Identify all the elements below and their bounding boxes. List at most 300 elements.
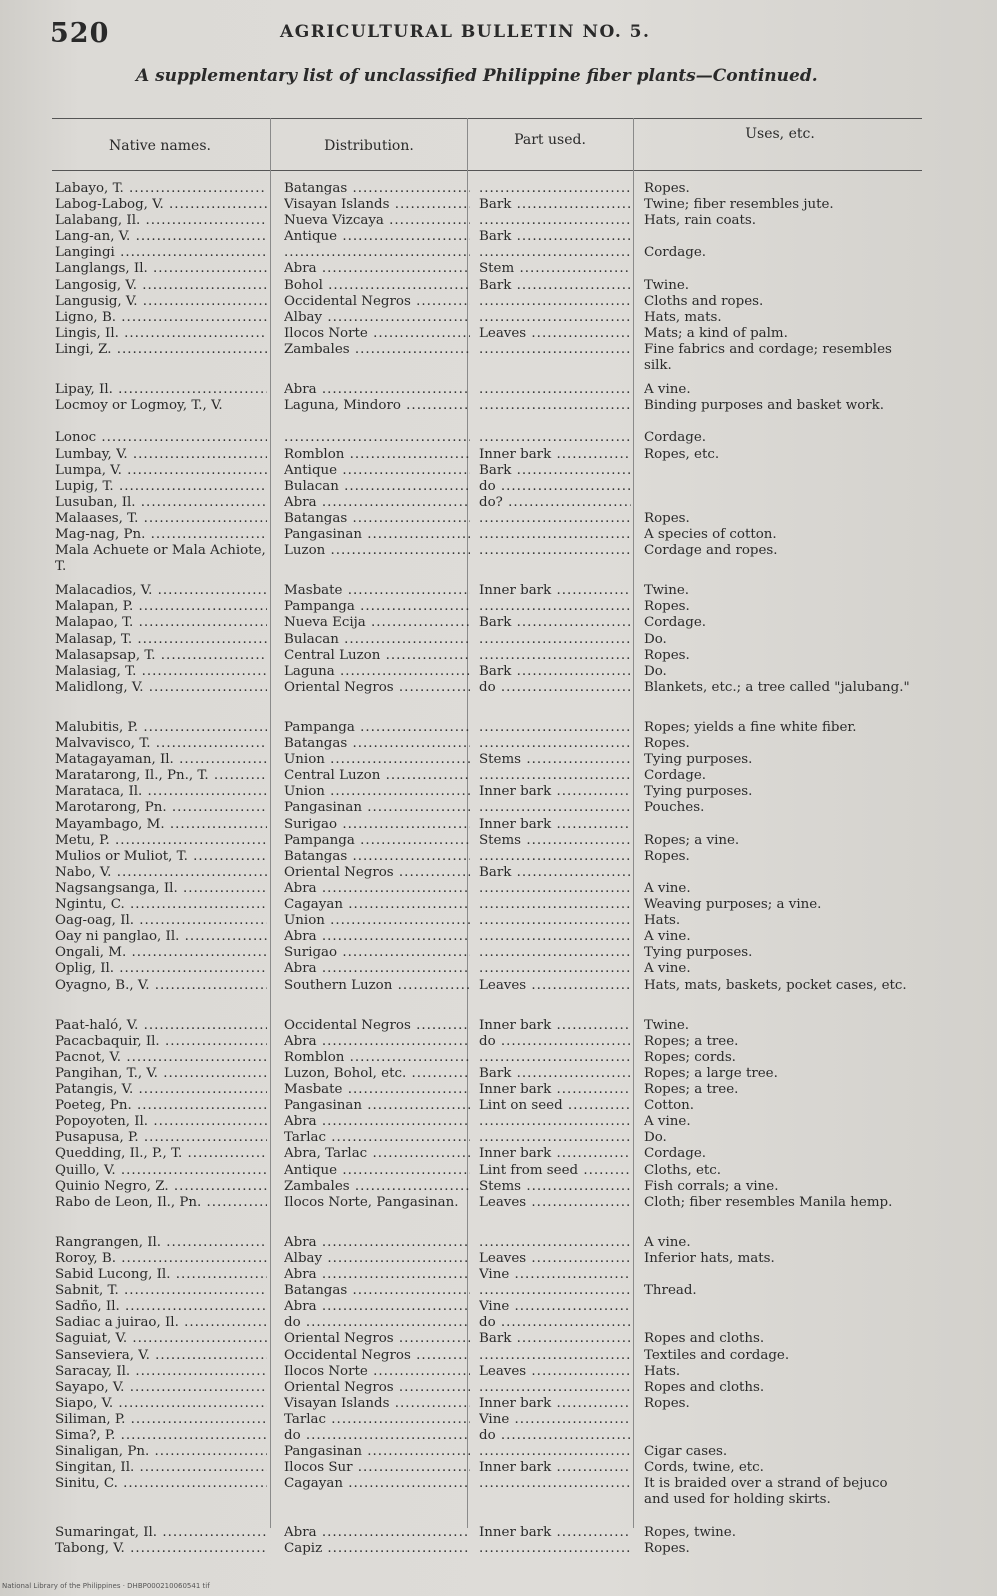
native-name-cell: Sadiac a juirao, Il. .....: [55, 1315, 267, 1331]
distribution-cell: Pangasinan .....: [284, 1098, 470, 1114]
native-name-cell: Nabo, V. .....: [55, 865, 267, 881]
uses-cell: Blankets, etc.; a tree called "jalubang.": [644, 679, 910, 695]
table-row: [55, 961, 935, 977]
distribution-cell: Ilocos Norte .....: [284, 1364, 470, 1380]
distribution-cell: Cagayan .....: [284, 897, 470, 913]
uses-cell: Ropes.: [644, 848, 690, 864]
native-name-cell: Lang-an, V. .....: [55, 229, 267, 245]
distribution-cell: Oriental Negros .....: [284, 1380, 470, 1396]
uses-cell: Ropes; cords.: [644, 1049, 736, 1065]
table-row: [55, 1460, 935, 1476]
uses-cell: Cordage.: [644, 768, 707, 784]
distribution-cell: Union .....: [284, 752, 470, 768]
part-used-cell: do? .....: [479, 495, 631, 511]
distribution-cell: Abra .....: [284, 1299, 470, 1315]
distribution-cell: Occidental Negros .....: [284, 1018, 470, 1034]
distribution-cell: Romblon .....: [284, 447, 470, 463]
native-name-cell: Poeteg, Pn. .....: [55, 1098, 267, 1114]
distribution-cell: Bulacan .....: [284, 479, 470, 495]
native-name-cell: Metu, P. .....: [55, 833, 267, 849]
native-name-cell: Marotarong, Pn. .....: [55, 800, 267, 816]
part-used-cell: do .....: [479, 479, 631, 495]
row-spacer: [55, 575, 935, 583]
native-name-cell: Malaases, T. .....: [55, 511, 267, 527]
part-used-cell: Bark .....: [479, 197, 631, 213]
table-row: [55, 1163, 935, 1179]
table-row: [55, 511, 935, 527]
distribution-cell: Abra .....: [284, 881, 470, 897]
native-name-cell: Labog-Labog, V. .....: [55, 197, 267, 213]
part-used-cell: Leaves .....: [479, 326, 631, 342]
uses-cell: Do.: [644, 663, 667, 679]
table-row: [55, 1114, 935, 1130]
part-used-cell: Inner bark .....: [479, 1525, 631, 1541]
native-name-cell: Sayapo, V. .....: [55, 1380, 267, 1396]
table-row: [55, 1380, 935, 1396]
table-row: [55, 1098, 935, 1114]
distribution-cell: Batangas .....: [284, 736, 470, 752]
row-spacer: [55, 1227, 935, 1235]
native-name-cell: Siapo, V. .....: [55, 1396, 267, 1412]
distribution-cell: Abra .....: [284, 1034, 470, 1050]
native-name-cell: Mala Achuete or Mala Achiote, T.: [55, 543, 266, 575]
table-row: [55, 1034, 935, 1050]
native-name-cell: Saguiat, V. .....: [55, 1331, 267, 1347]
part-used-cell: Inner bark .....: [479, 1396, 631, 1412]
uses-cell: Hats.: [644, 913, 681, 929]
distribution-cell: Abra .....: [284, 382, 470, 398]
uses-cell: Ropes, etc.: [644, 446, 720, 462]
table-row: [55, 261, 935, 277]
part-used-cell: [479, 511, 631, 527]
table-row: [55, 648, 935, 664]
distribution-cell: Antique .....: [284, 229, 470, 245]
distribution-cell: Nueva Vizcaya .....: [284, 213, 470, 229]
table-row: [55, 929, 935, 945]
table-row: [55, 310, 935, 326]
distribution-cell: Oriental Negros .....: [284, 1331, 470, 1347]
part-used-cell: [479, 945, 631, 961]
part-used-cell: [479, 736, 631, 752]
uses-cell: Binding purposes and basket work.: [644, 398, 885, 414]
table-top-rule: [52, 118, 922, 119]
part-used-cell: Bark .....: [479, 463, 631, 479]
part-used-cell: [479, 310, 631, 326]
part-used-cell: [479, 648, 631, 664]
table-row: [55, 800, 935, 816]
part-used-cell: [479, 800, 631, 816]
native-name-cell: Lumbay, V. .....: [55, 447, 267, 463]
table-row: [55, 632, 935, 648]
native-name-cell: Pacnot, V. .....: [55, 1050, 267, 1066]
native-name-cell: Langusig, V. .....: [55, 294, 267, 310]
table-row: [55, 1525, 935, 1541]
uses-cell: Pouches.: [644, 800, 705, 816]
table-subtitle: A supplementary list of unclassified Philippine fiber plants—Continued.: [136, 66, 818, 86]
table-row: [55, 245, 935, 261]
table-row: [55, 881, 935, 897]
part-used-cell: [479, 543, 631, 559]
table-row: [55, 849, 935, 865]
part-used-cell: [479, 929, 631, 945]
table-row: [55, 1018, 935, 1034]
row-spacer: [55, 374, 935, 382]
native-name-cell: Ongali, M. .....: [55, 945, 267, 961]
native-name-cell: Lusuban, Il. .....: [55, 495, 267, 511]
table-row: [55, 479, 935, 495]
table-row: [55, 1541, 935, 1557]
table-row: [55, 543, 935, 575]
part-used-cell: Inner bark .....: [479, 1018, 631, 1034]
uses-cell: Twine.: [644, 1017, 690, 1033]
table-row: [55, 1267, 935, 1283]
uses-cell: Ropes, twine.: [644, 1524, 736, 1540]
part-used-cell: Bark .....: [479, 278, 631, 294]
table-row: [55, 1146, 935, 1162]
distribution-cell: Occidental Negros .....: [284, 294, 470, 310]
native-name-cell: Lalabang, Il. .....: [55, 213, 267, 229]
part-used-cell: [479, 1541, 631, 1557]
row-spacer: [55, 1010, 935, 1018]
native-name-cell: Lonoc .....: [55, 430, 267, 446]
uses-cell: Ropes.: [644, 736, 690, 752]
uses-cell: Ropes; yields a fine white fiber.: [644, 720, 857, 735]
part-used-cell: Stems .....: [479, 833, 631, 849]
native-name-cell: Locmoy or Logmoy, T., V.: [55, 398, 223, 414]
part-used-cell: [479, 1348, 631, 1364]
column-header-part-used: Part used.: [514, 132, 586, 148]
native-name-cell: Oay ni panglao, Il. .....: [55, 929, 267, 945]
native-name-cell: Mulios or Muliot, T. .....: [55, 849, 267, 865]
distribution-cell: Pampanga .....: [284, 599, 470, 615]
native-name-cell: Marataca, Il. .....: [55, 784, 267, 800]
uses-cell: A vine.: [644, 1234, 691, 1250]
part-used-cell: Stems .....: [479, 752, 631, 768]
part-used-cell: [479, 599, 631, 615]
table-row: [55, 978, 935, 1010]
native-name-cell: Patangis, V. .....: [55, 1082, 267, 1098]
uses-cell: Mats; a kind of palm.: [644, 325, 788, 341]
part-used-cell: [479, 1050, 631, 1066]
distribution-cell: Zambales .....: [284, 1179, 470, 1195]
part-used-cell: [479, 342, 631, 358]
uses-cell: Ropes.: [644, 647, 690, 663]
native-name-cell: Malacadios, V. .....: [55, 583, 267, 599]
part-used-cell: Stem .....: [479, 261, 631, 277]
part-used-cell: [479, 897, 631, 913]
uses-cell: Hats, mats.: [644, 309, 722, 325]
uses-cell: Cotton.: [644, 1098, 695, 1114]
part-used-cell: Vine .....: [479, 1299, 631, 1315]
table-row: [55, 463, 935, 479]
distribution-cell: Cagayan .....: [284, 1476, 470, 1492]
table-row: [55, 1364, 935, 1380]
native-name-cell: Lumpa, V. .....: [55, 463, 267, 479]
row-spacer: [55, 712, 935, 720]
table-row: [55, 583, 935, 599]
native-name-cell: Quedding, Il., P., T. .....: [55, 1146, 267, 1162]
uses-cell: Ropes and cloths.: [644, 1379, 765, 1395]
native-name-cell: Matagayaman, Il. .....: [55, 752, 267, 768]
running-head: AGRICULTURAL BULLETIN NO. 5.: [280, 22, 651, 42]
part-used-cell: [479, 961, 631, 977]
table-row: [55, 1444, 935, 1460]
uses-cell: Twine.: [644, 277, 690, 293]
distribution-cell: Batangas .....: [284, 181, 470, 197]
table-row: [55, 1082, 935, 1098]
part-used-cell: [479, 881, 631, 897]
uses-cell: Ropes; a large tree.: [644, 1065, 778, 1081]
distribution-cell: Tarlac .....: [284, 1130, 470, 1146]
part-used-cell: Inner bark .....: [479, 447, 631, 463]
table-row: [55, 430, 935, 446]
distribution-cell: Romblon .....: [284, 1050, 470, 1066]
native-name-cell: Singitan, Il. .....: [55, 1460, 267, 1476]
native-name-cell: Malvavisco, T. .....: [55, 736, 267, 752]
distribution-cell: Luzon, Bohol, etc. .....: [284, 1066, 470, 1082]
uses-cell: Ropes and cloths.: [644, 1331, 765, 1347]
distribution-cell: Abra .....: [284, 929, 470, 945]
part-used-cell: Vine .....: [479, 1267, 631, 1283]
table-row: [55, 897, 935, 913]
table-row: [55, 181, 935, 197]
distribution-cell: Abra .....: [284, 261, 470, 277]
uses-cell: Thread.: [644, 1283, 697, 1299]
table-row: [55, 1348, 935, 1364]
table-row: [55, 1412, 935, 1428]
part-used-cell: Bark .....: [479, 1331, 631, 1347]
table-row: [55, 527, 935, 543]
native-name-cell: Sanseviera, V. .....: [55, 1348, 267, 1364]
part-used-cell: [479, 1444, 631, 1460]
table-row: [55, 1396, 935, 1412]
distribution-cell: Ilocos Sur .....: [284, 1460, 470, 1476]
uses-cell: Ropes.: [644, 599, 690, 615]
part-used-cell: [479, 1235, 631, 1251]
part-used-cell: [479, 632, 631, 648]
table-row: [55, 833, 935, 849]
distribution-cell: Pampanga .....: [284, 833, 470, 849]
native-name-cell: Oplig, Il. .....: [55, 961, 267, 977]
distribution-cell: do .....: [284, 1428, 470, 1444]
native-name-cell: Langosig, V. .....: [55, 278, 267, 294]
uses-cell: Twine.: [644, 583, 690, 599]
table-body: [55, 181, 935, 1557]
native-name-cell: Sima?, P. .....: [55, 1428, 267, 1444]
distribution-cell: Luzon .....: [284, 543, 470, 559]
distribution-cell: Southern Luzon .....: [284, 978, 470, 994]
native-name-cell: Tabong, V. .....: [55, 1541, 267, 1557]
part-used-cell: [479, 1380, 631, 1396]
distribution-cell: Abra .....: [284, 1114, 470, 1130]
distribution-cell: Ilocos Norte .....: [284, 326, 470, 342]
native-name-cell: Rabo de Leon, Il., Pn. .....: [55, 1195, 267, 1211]
distribution-cell: Ilocos Norte, Pangasinan.: [284, 1194, 459, 1210]
uses-cell: Hats, rain coats.: [644, 213, 757, 229]
uses-cell: Hats.: [644, 1363, 681, 1379]
native-name-cell: Langlangs, Il. .....: [55, 261, 267, 277]
part-used-cell: Inner bark .....: [479, 784, 631, 800]
native-name-cell: Maratarong, Il., Pn., T. .....: [55, 768, 267, 784]
native-name-cell: Malapao, T. .....: [55, 615, 267, 631]
uses-cell: It is braided over a strand of bejuco and used for holding skirts.: [644, 1476, 888, 1508]
part-used-cell: do .....: [479, 1034, 631, 1050]
distribution-cell: Surigao .....: [284, 945, 470, 961]
uses-cell: Tying purposes.: [644, 752, 753, 768]
part-used-cell: Inner bark .....: [479, 1460, 631, 1476]
column-header-native-names: Native names.: [109, 138, 211, 154]
part-used-cell: Vine .....: [479, 1412, 631, 1428]
native-name-cell: Rangrangen, Il. .....: [55, 1235, 267, 1251]
table-row: [55, 1179, 935, 1195]
distribution-cell: Batangas .....: [284, 849, 470, 865]
uses-cell: Fine fabrics and cordage; resembles silk.: [644, 341, 892, 374]
native-name-cell: Quinio Negro, Z. .....: [55, 1179, 267, 1195]
native-name-cell: Oag-oag, Il. .....: [55, 913, 267, 929]
table-row: [55, 1251, 935, 1267]
part-used-cell: [479, 245, 631, 261]
table-row: [55, 213, 935, 229]
distribution-cell: Abra .....: [284, 1267, 470, 1283]
part-used-cell: Bark .....: [479, 615, 631, 631]
part-used-cell: Leaves .....: [479, 1364, 631, 1380]
table-row: [55, 1050, 935, 1066]
native-name-cell: Sadño, Il. .....: [55, 1299, 267, 1315]
uses-cell: Ropes.: [644, 181, 690, 196]
uses-cell: A vine.: [644, 880, 691, 896]
distribution-cell: Union .....: [284, 913, 470, 929]
part-used-cell: [479, 1283, 631, 1299]
native-name-cell: Sabid Lucong, Il. .....: [55, 1267, 267, 1283]
part-used-cell: Inner bark .....: [479, 1082, 631, 1098]
distribution-cell: Pangasinan .....: [284, 1444, 470, 1460]
part-used-cell: [479, 1114, 631, 1130]
table-row: [55, 784, 935, 800]
native-name-cell: Nagsangsanga, Il. .....: [55, 881, 267, 897]
uses-cell: Ropes; a vine.: [644, 832, 740, 848]
table-row: [55, 1331, 935, 1347]
table-row: [55, 229, 935, 245]
distribution-cell: Abra, Tarlac .....: [284, 1146, 470, 1162]
native-name-cell: Siliman, P. .....: [55, 1412, 267, 1428]
part-used-cell: Bark .....: [479, 865, 631, 881]
table-row: [55, 278, 935, 294]
part-used-cell: [479, 768, 631, 784]
native-name-cell: Malapan, P. .....: [55, 599, 267, 615]
part-used-cell: [479, 294, 631, 310]
part-used-cell: Bark .....: [479, 229, 631, 245]
distribution-cell: Central Luzon .....: [284, 768, 470, 784]
distribution-cell: Central Luzon .....: [284, 648, 470, 664]
native-name-cell: Pusapusa, P. .....: [55, 1130, 267, 1146]
uses-cell: Cloths, etc.: [644, 1162, 722, 1178]
part-used-cell: [479, 1476, 631, 1492]
native-name-cell: Sinaligan, Pn. .....: [55, 1444, 267, 1460]
native-name-cell: Mag-nag, Pn. .....: [55, 527, 267, 543]
uses-cell: Inferior hats, mats.: [644, 1251, 775, 1266]
distribution-cell: Surigao .....: [284, 817, 470, 833]
distribution-cell: Visayan Islands .....: [284, 1396, 470, 1412]
native-name-cell: Quillo, V. .....: [55, 1163, 267, 1179]
native-name-cell: Lipay, Il. .....: [55, 382, 267, 398]
uses-cell: Tying purposes.: [644, 945, 753, 961]
distribution-cell: Abra .....: [284, 1525, 470, 1541]
part-used-cell: Leaves .....: [479, 1251, 631, 1267]
native-name-cell: Lingi, Z. .....: [55, 342, 267, 358]
native-name-cell: Sabnit, T. .....: [55, 1283, 267, 1299]
uses-cell: Ropes.: [644, 510, 690, 526]
distribution-cell: Abra .....: [284, 961, 470, 977]
part-used-cell: [479, 527, 631, 543]
distribution-cell: Laguna, Mindoro .....: [284, 398, 470, 414]
distribution-cell: Laguna .....: [284, 664, 470, 680]
native-name-cell: Malasap, T. .....: [55, 632, 267, 648]
distribution-cell: Tarlac .....: [284, 1412, 470, 1428]
part-used-cell: [479, 398, 631, 414]
native-name-cell: Saracay, Il. .....: [55, 1364, 267, 1380]
uses-cell: Ropes; a tree.: [644, 1082, 739, 1098]
distribution-cell: Pangasinan .....: [284, 527, 470, 543]
table-row: [55, 817, 935, 833]
column-header-uses: Uses, etc.: [745, 126, 815, 142]
uses-cell: A vine.: [644, 961, 691, 977]
distribution-cell: Antique .....: [284, 1163, 470, 1179]
table-row: [55, 1476, 935, 1524]
part-used-cell: Inner bark .....: [479, 817, 631, 833]
part-used-cell: Leaves .....: [479, 1195, 631, 1211]
distribution-cell: Visayan Islands .....: [284, 197, 470, 213]
uses-cell: Cordage.: [644, 245, 707, 261]
part-used-cell: [479, 720, 631, 736]
table-row: [55, 615, 935, 631]
uses-cell: Fish corrals; a vine.: [644, 1178, 779, 1194]
part-used-cell: do .....: [479, 1428, 631, 1444]
distribution-cell: Bohol .....: [284, 278, 470, 294]
uses-cell: Hats, mats, baskets, pocket cases, etc.: [644, 977, 907, 993]
table-row: [55, 720, 935, 736]
native-name-cell: Pangihan, T., V. .....: [55, 1066, 267, 1082]
distribution-cell: Batangas .....: [284, 511, 470, 527]
native-name-cell: Sumaringat, Il. .....: [55, 1525, 267, 1541]
part-used-cell: Stems .....: [479, 1179, 631, 1195]
table-row: [55, 599, 935, 615]
uses-cell: Weaving purposes; a vine.: [644, 897, 822, 913]
uses-cell: Cordage.: [644, 615, 707, 631]
uses-cell: A vine.: [644, 1114, 691, 1130]
table-row: [55, 680, 935, 712]
table-row: [55, 197, 935, 213]
distribution-cell: Batangas .....: [284, 1283, 470, 1299]
distribution-cell: Masbate .....: [284, 1082, 470, 1098]
table-row: [55, 342, 935, 374]
distribution-cell: Pampanga .....: [284, 720, 470, 736]
native-name-cell: Sinitu, C. .....: [55, 1476, 267, 1492]
native-name-cell: Roroy, B. .....: [55, 1251, 267, 1267]
uses-cell: Cloth; fiber resembles Manila hemp.: [644, 1194, 893, 1210]
table-row: [55, 1315, 935, 1331]
distribution-cell: Capiz .....: [284, 1541, 470, 1557]
native-name-cell: Ligno, B. .....: [55, 310, 267, 326]
table-row: [55, 398, 935, 430]
native-name-cell: Pacacbaquir, Il. .....: [55, 1034, 267, 1050]
native-name-cell: Malidlong, V. .....: [55, 680, 267, 696]
native-name-cell: Ngintu, C. .....: [55, 897, 267, 913]
table-row: [55, 1195, 935, 1227]
page-number: 520: [50, 18, 110, 49]
uses-cell: Twine; fiber resembles jute.: [644, 197, 834, 213]
part-used-cell: Bark .....: [479, 1066, 631, 1082]
part-used-cell: [479, 382, 631, 398]
